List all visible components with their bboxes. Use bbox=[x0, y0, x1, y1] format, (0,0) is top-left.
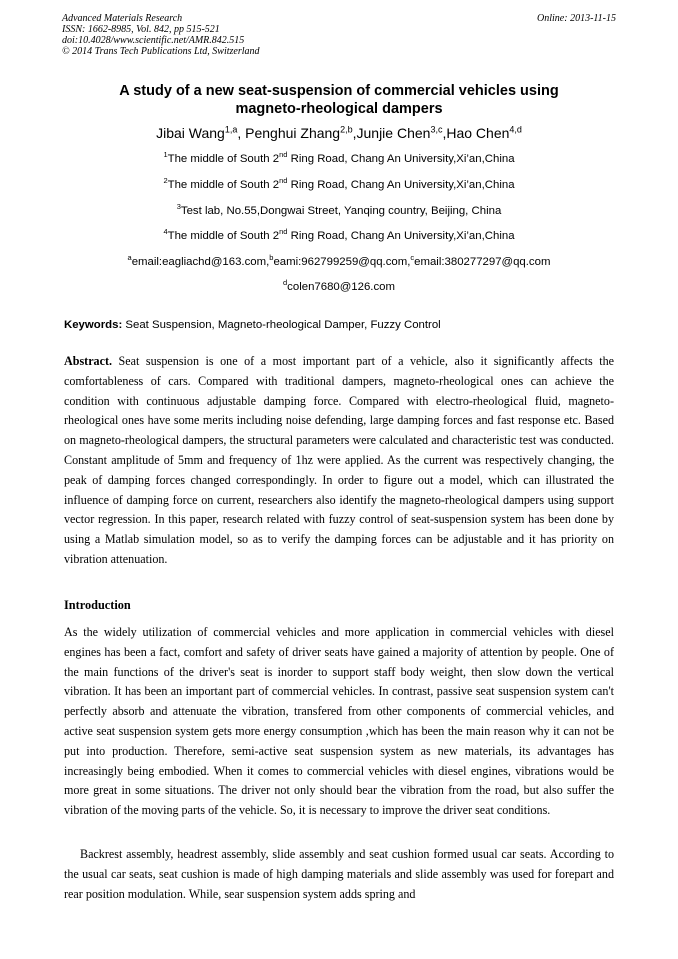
journal-header bbox=[62, 13, 616, 57]
introduction-paragraph-1: As the widely utilization of commercial vehicles and more application in commercial vehicles with diesel engines has been a fact, comfort and safety of driver seats have gained a majority of attention by people. One of the main functions of the driver's seat is inorder to support staff body weight, then slow down the vertical vibration. It has been an important part of commercial vehicles. In contrast, passive seat suspension system can't perfectly absorb and attenuate the vibration, transfered from other components of commercial vehicles, and active seat suspension system gets more energy consumption ,which has been the main reason why it can not be put into production. Therefore, semi-active seat suspension system as new materials, its advantages has increasingly being embodied. When it comes to commercial vehicles with diesel engines, vibrations would be more great in some situations. The driver not only should bear the vibration from the road, but also suffer the vibration of the moving parts of the vehicle. So, it is necessary to improve the driver seat conditions. bbox=[64, 625, 614, 818]
email-d: colen7680@126.com bbox=[287, 281, 395, 293]
author-marker: 4,d bbox=[509, 124, 522, 135]
author-name: Junjie Chen bbox=[356, 125, 431, 141]
email-c: email:380277297@qq.com bbox=[414, 256, 551, 268]
journal-doi: doi:10.4028/www.scientific.net/AMR.842.515 bbox=[62, 35, 245, 46]
introduction-paragraph-2: Backrest assembly, headrest assembly, slide assembly and seat cushion formed usual car seats. According to the usual car seats, seat cushion is made of high damping materials and slide assembly was used for forepart and rear position modulation. While, sear suspension system adds spring and bbox=[64, 847, 614, 901]
email-b: eami:962799259@qq.com, bbox=[273, 256, 411, 268]
paper-title-line-2: magneto-rheological dampers bbox=[235, 101, 443, 117]
abstract-text: Seat suspension is one of a most important part of a vehicle, also it significantly affects the comfortableness of cars. Compared with traditional dampers, magneto-rheological ones can achieve the condition with continuous adjustable damping force. Compared with electro-rheological fluid, magneto-rheological ones have some merits including noise defending, large damping forces and fast response etc. Based on magneto-rheological dampers, the structural parameters were calculated and characteristic test was conducted. Constant amplitude of 5mm and frequency of 1hz were applied. As the current was respectively changing, the peak of damping forces changed correspondingly. In order to figure out a model, which can illustrated the influence of damping force on current, researchers also identify the magneto-rheological dampers using support vector regression. In this paper, research related with fuzzy control of seat-suspension system has been done by using a Matlab simulation model, so as to verify the damping forces can be adjustable and it has priority on vibration attenuation. bbox=[64, 354, 614, 566]
journal-name: Advanced Materials Research bbox=[62, 13, 183, 24]
author-separator: , bbox=[442, 125, 447, 141]
affiliation-1: $^1$The middle of South 2nd Ring Road, Chang An University,Xi’an,China bbox=[163, 150, 515, 165]
paper-title-line-1: A study of a new seat-suspension of commercial vehicles using bbox=[119, 83, 559, 99]
keywords bbox=[64, 318, 616, 332]
author-emails: $^a$email:eagliachd@163.com,$^b$eami:962799259@qq.com,$^c$email:380277297@qq.com bbox=[127, 253, 551, 268]
journal-issn: ISSN: 1662-8985, Vol. 842, pp 515-521 bbox=[62, 24, 220, 35]
author-separator: , bbox=[237, 125, 246, 141]
online-date: Online: 2013-11-15 bbox=[537, 13, 616, 24]
author-marker: 1,a bbox=[224, 124, 238, 135]
keywords-text: Seat Suspension, Magneto-rheological Damper, Fuzzy Control bbox=[122, 319, 441, 331]
affiliation-2: $^2$The middle of South 2nd Ring Road, Chang An University,Xi’an,China bbox=[163, 176, 515, 191]
author-name: Penghui Zhang bbox=[245, 125, 341, 141]
keywords-label: Keywords: bbox=[64, 319, 123, 331]
author-email-d: $^d$colen7680@126.com bbox=[283, 278, 395, 293]
author-marker: 2,b bbox=[340, 124, 353, 135]
author-name: Hao Chen bbox=[446, 125, 510, 141]
affiliation-4: $^4$The middle of South 2nd Ring Road, Chang An University,Xi’an,China bbox=[163, 227, 515, 242]
abstract-label: Abstract. bbox=[64, 354, 113, 368]
author-separator: , bbox=[352, 125, 357, 141]
paper-title bbox=[62, 82, 616, 118]
author-name: Jibai Wang bbox=[156, 125, 225, 141]
affiliation-3: $^3$Test lab, No.55,Dongwai Street, Yanqing country, Beijing, China bbox=[176, 202, 502, 217]
author-list bbox=[62, 124, 616, 142]
journal-copyright: © 2014 Trans Tech Publications Ltd, Switzerland bbox=[62, 46, 260, 57]
author-marker: 3,c bbox=[430, 124, 443, 135]
email-a: email:eagliachd@163.com, bbox=[131, 256, 270, 268]
section-heading-introduction: Introduction bbox=[64, 598, 131, 612]
abstract bbox=[64, 352, 614, 570]
